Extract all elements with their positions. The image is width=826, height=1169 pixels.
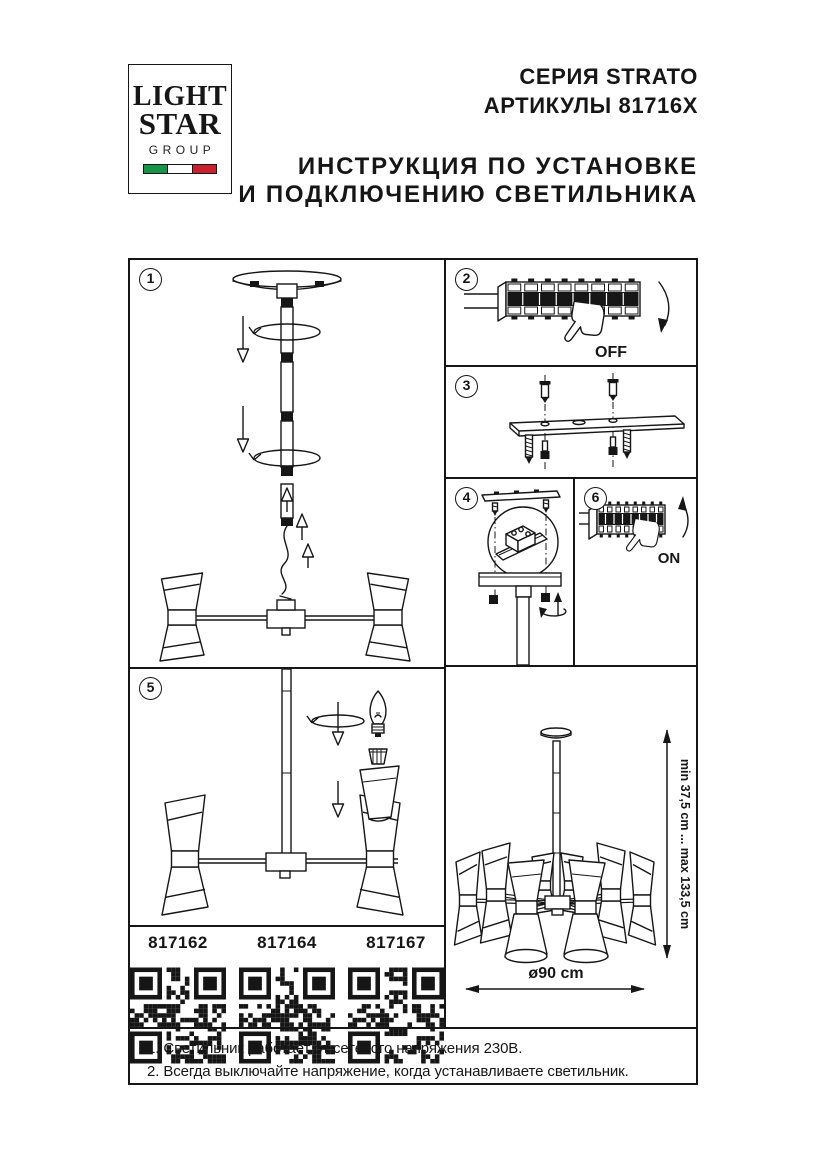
flag-white <box>167 165 192 173</box>
panel-step2-power-off <box>446 260 696 365</box>
flag-red <box>193 165 216 173</box>
subtitle-line2: И ПОДКЛЮЧЕНИЮ СВЕТИЛЬНИКА <box>238 181 698 208</box>
breaker-off-drawing <box>446 260 696 365</box>
step-number: 1 <box>139 268 162 291</box>
step-number: 5 <box>139 677 162 700</box>
logo-word-light: LIGHT <box>132 81 228 112</box>
panel-qr-codes <box>130 927 444 1027</box>
rod-assembly-drawing <box>130 260 444 667</box>
off-label: OFF <box>595 344 627 361</box>
brand-logo <box>128 64 232 194</box>
series-title: СЕРИЯ STRATO <box>519 64 698 89</box>
article-code: 817167 <box>366 933 426 952</box>
step-number: 6 <box>584 487 607 510</box>
title-block <box>238 62 698 209</box>
shades-bulbs-drawing <box>130 669 444 925</box>
step-number: 3 <box>455 375 478 398</box>
note-line-1: 1. Светильник работает от сетевого напряжения 230В. <box>147 1040 523 1057</box>
step-number: 4 <box>455 487 478 510</box>
subtitle-line1: ИНСТРУКЦИЯ ПО УСТАНОВКЕ <box>297 153 698 180</box>
on-label: ON <box>657 550 681 567</box>
panel-step5-shades-bulbs <box>130 669 444 925</box>
figure-box <box>128 258 698 1085</box>
article-code: 817162 <box>148 933 208 952</box>
panel-step3-mounting-bar <box>446 367 696 477</box>
panel-step1-rod-assembly <box>130 260 444 667</box>
note-line-2: 2. Всегда выключайте напряжение, когда устанавливаете светильник. <box>147 1063 629 1080</box>
step-number: 2 <box>455 268 478 291</box>
italian-flag <box>143 164 217 174</box>
logo-word-group: GROUP <box>148 143 216 157</box>
chandelier-dimensions-drawing <box>446 667 696 1027</box>
articles-title: АРТИКУЛЫ 81716X <box>483 93 698 118</box>
height-range-label: min 37,5 cm ... max 133,5 cm <box>678 758 692 930</box>
panel-dimensions <box>446 667 696 1027</box>
panel-step4-wiring <box>446 479 573 665</box>
notes-box <box>130 1029 696 1083</box>
flag-green <box>144 165 167 173</box>
logo-word-star: STAR <box>138 106 222 141</box>
diameter-label: ø90 cm <box>528 965 584 982</box>
panel-step6-power-on <box>575 479 696 665</box>
article-code: 817164 <box>257 933 317 952</box>
mounting-bar-drawing <box>446 367 696 477</box>
